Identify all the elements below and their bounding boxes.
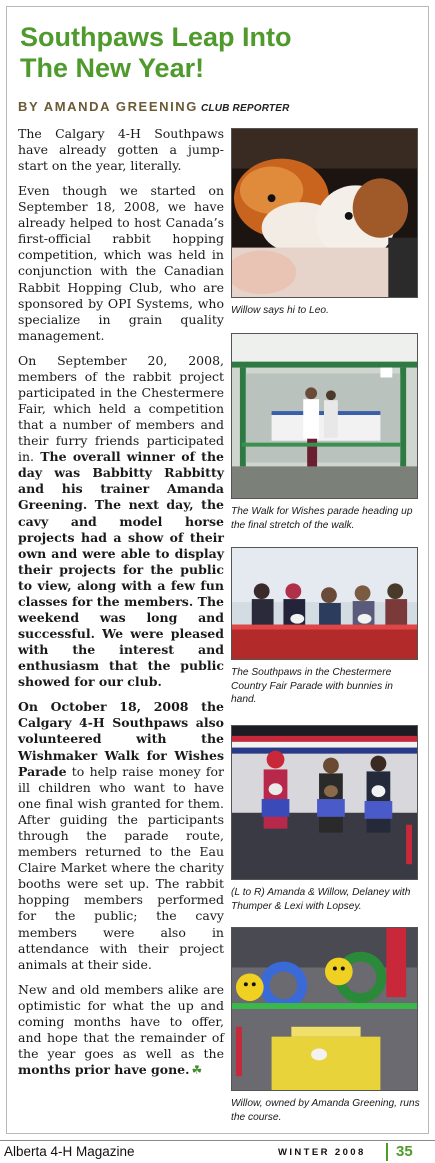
footer-separator — [386, 1143, 388, 1161]
photo-caption-3: The Southpaws in the Chestermere Country Fair Parade with bunnies in hand. — [231, 667, 393, 706]
article-title: Southpaws Leap Into The New Year! — [20, 22, 292, 83]
photo-caption-2: The Walk for Wishes parade heading up the final stretch of the walk. — [231, 506, 413, 531]
paragraph-4-highlight: On October 18, 2008 the Calgary 4-H Southpaws also volunteered with the Wishmaker Walk for Wishes Parade — [18, 699, 224, 779]
members-with-rabbits-photo — [231, 725, 418, 880]
paragraph-5-highlight: months prior have gone. — [18, 1062, 190, 1077]
footer-issue: WINTER 2008 — [278, 1147, 366, 1158]
photo-caption-4: (L to R) Amanda & Willow, Delaney with Thumper & Lexi with Lopsey. — [231, 887, 411, 912]
parade-photo — [231, 333, 418, 499]
fair-parade-photo — [231, 547, 418, 660]
article-body — [18, 126, 224, 1087]
clover-end-icon: ☘ — [191, 1063, 203, 1077]
photo-caption-5: Willow, owned by Amanda Greening, runs the course. — [231, 1098, 420, 1123]
paragraph-3-highlight: The overall winner of the day was Babbitty Rabbitty and his trainer Amanda Greening. The next day, the cavy and model horse projects had a show of their own and were able to display their projects for the public to view, along with a few fun classes for the members. The weekend was long and successful. We were pleased with the interest and enthusiasm that the public showed for our club. — [18, 449, 224, 690]
paragraph-5-text: New and old members alike are optimistic for what the up and coming months have to offer, and hope that the remainder of the year goes as well as the — [18, 981, 224, 1061]
footer-divider — [0, 1140, 435, 1141]
byline — [18, 98, 290, 116]
paragraph-4 — [18, 699, 224, 973]
footer-magazine-name: Alberta 4-H Magazine — [4, 1144, 135, 1159]
paragraph-4-text: to help raise money for ill children who want to have one final wish granted for them. After guiding the participants through the parade route, members returned to the Eau Claire Market where the charity booths were set up. The rabbit hopping members performed for the public; the cavy members were also in attendance with their project animals at their side. — [18, 763, 224, 972]
paragraph-5 — [18, 982, 224, 1079]
paragraph-3-text: On September 20, 2008, members of the rabbit project participated in the Chestermere Fair, which held a competition that a number of members and their furry friends participated in. — [18, 352, 224, 465]
paragraph-2: Even though we started on September 18, 2008, we have already helped to host Canada’s first-official rabbit hopping competition, which was held in conjunction with the Canadian Rabbit Hopping Club, who are sponsored by OPI Systems, who specialize in grain quality management. — [18, 182, 224, 343]
guinea-pigs-photo — [231, 128, 418, 298]
photo-caption-1: Willow says hi to Leo. — [231, 305, 329, 316]
page-number: 35 — [396, 1143, 413, 1160]
byline-role: CLUB REPORTER — [201, 103, 290, 114]
byline-author: BY AMANDA GREENING — [18, 99, 198, 114]
rabbit-hopping-course-photo — [231, 927, 418, 1091]
paragraph-3 — [18, 353, 224, 691]
paragraph-1: The Calgary 4-H Southpaws have already gotten a jump-start on the year, literally. — [18, 126, 224, 174]
